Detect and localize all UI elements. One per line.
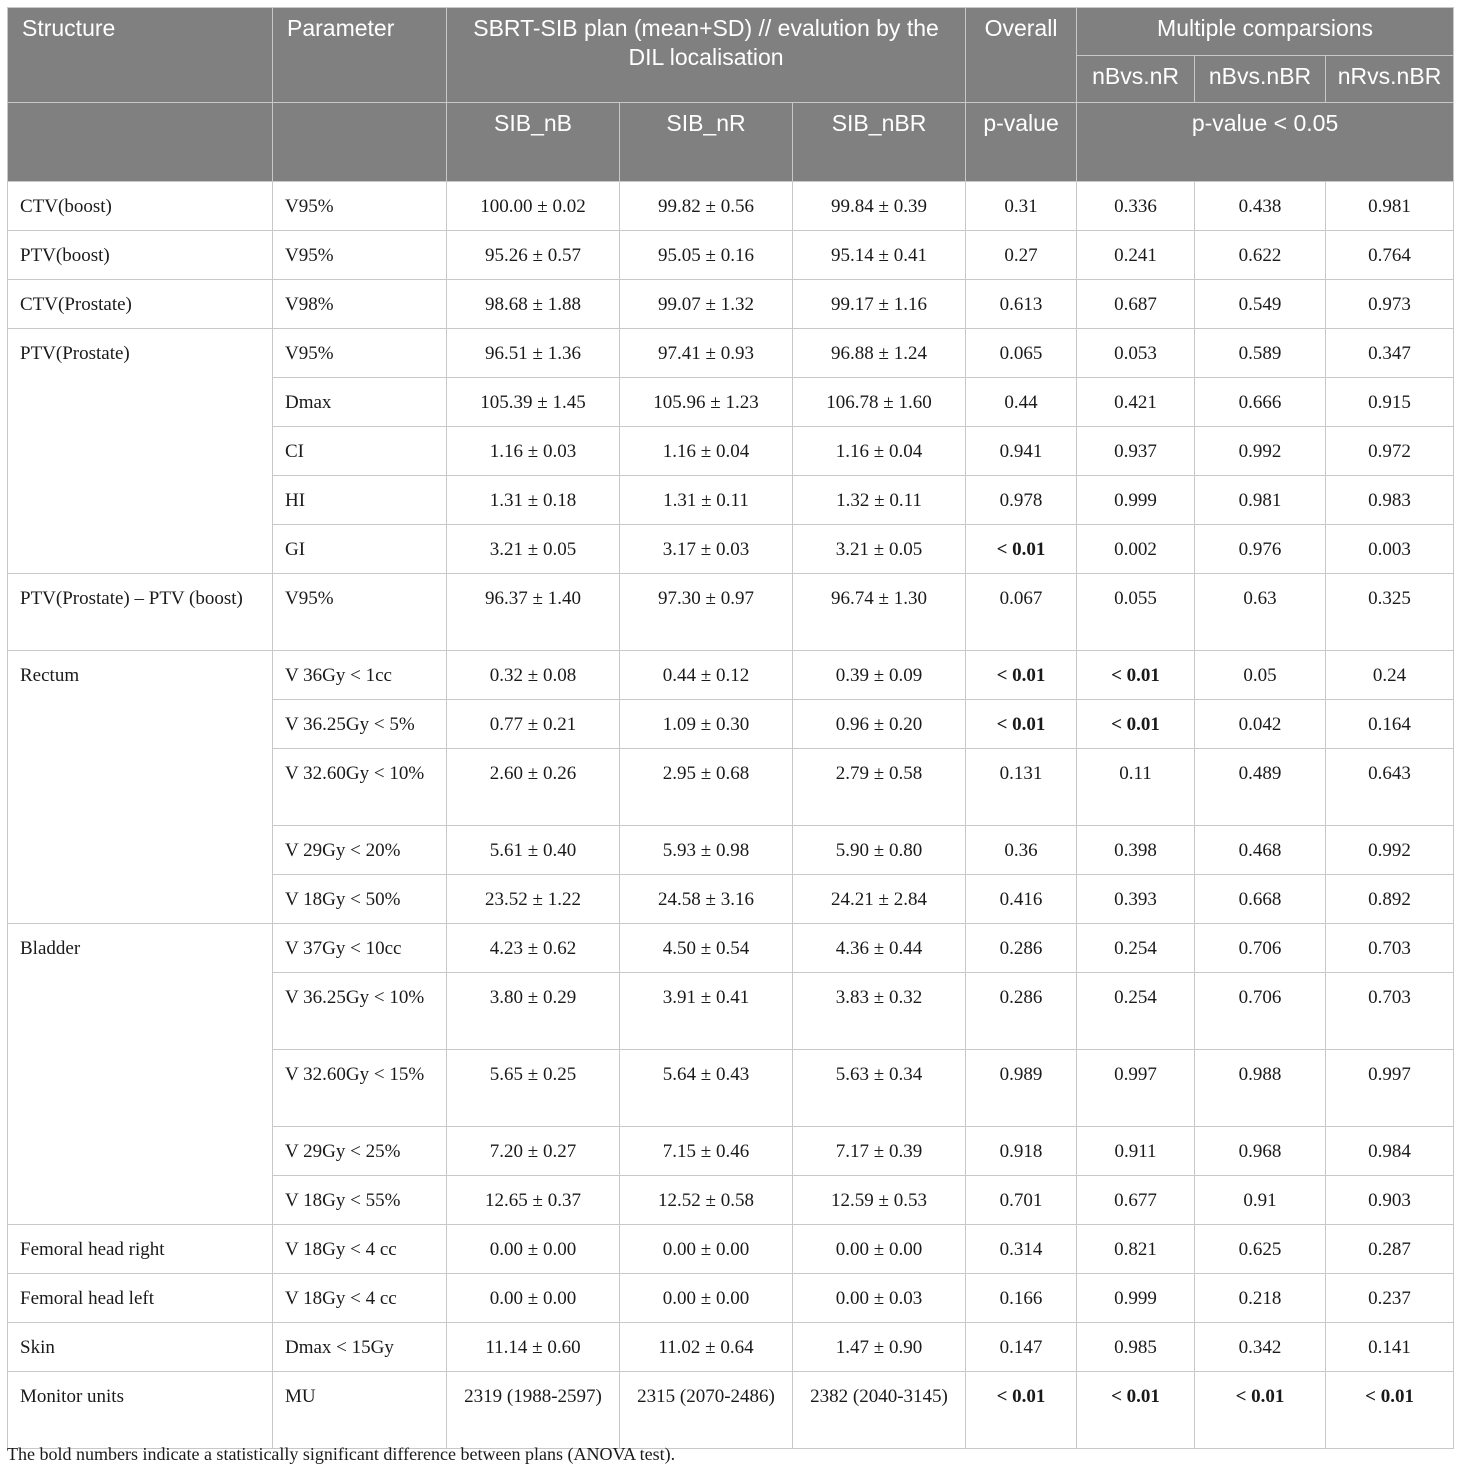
overall-cell: 0.147 [966, 1323, 1077, 1372]
sib-nb-cell: 2.60 ± 0.26 [447, 749, 620, 826]
sib-nbr-cell: 2382 (2040-3145) [793, 1372, 966, 1449]
parameter-cell: V 18Gy < 50% [273, 875, 447, 924]
header-multiple-comparisons: Multiple comparsions [1077, 8, 1454, 56]
comp-nb-nr-cell: 0.985 [1077, 1323, 1195, 1372]
sib-nb-cell: 4.23 ± 0.62 [447, 924, 620, 973]
comp-nb-nr-cell: 0.821 [1077, 1225, 1195, 1274]
sib-nb-cell: 3.80 ± 0.29 [447, 973, 620, 1050]
comp-nb-nr-cell: 0.911 [1077, 1127, 1195, 1176]
comp-nr-nbr-cell: 0.903 [1326, 1176, 1454, 1225]
comp-nb-nbr-cell: 0.968 [1195, 1127, 1326, 1176]
sib-nr-cell: 3.91 ± 0.41 [620, 973, 793, 1050]
comp-nb-nbr-cell: 0.706 [1195, 924, 1326, 973]
comp-nb-nr-cell-significant: < 0.01 [1077, 700, 1195, 749]
comp-nb-nr-cell: 0.937 [1077, 427, 1195, 476]
comp-nb-nr-cell: 0.002 [1077, 525, 1195, 574]
sib-nbr-cell: 1.16 ± 0.04 [793, 427, 966, 476]
sib-nbr-cell: 0.96 ± 0.20 [793, 700, 966, 749]
table-footnote: The bold numbers indicate a statistically significant difference between plans (ANOVA test). [7, 1444, 676, 1464]
parameter-cell: V 18Gy < 4 cc [273, 1274, 447, 1323]
structure-cell: PTV(boost) [8, 231, 273, 280]
comp-nb-nbr-cell: 0.468 [1195, 826, 1326, 875]
structure-cell: PTV(Prostate) – PTV (boost) [8, 574, 273, 651]
table-row [8, 924, 1454, 973]
table-row [8, 1323, 1454, 1372]
sib-nbr-cell: 5.90 ± 0.80 [793, 826, 966, 875]
overall-cell: 0.989 [966, 1050, 1077, 1127]
sib-nr-cell: 1.16 ± 0.04 [620, 427, 793, 476]
sib-nr-cell: 1.31 ± 0.11 [620, 476, 793, 525]
parameter-cell: V95% [273, 574, 447, 651]
comp-nb-nbr-cell: 0.218 [1195, 1274, 1326, 1323]
sib-nbr-cell: 96.88 ± 1.24 [793, 329, 966, 378]
sib-nb-cell: 0.77 ± 0.21 [447, 700, 620, 749]
sib-nr-cell: 0.00 ± 0.00 [620, 1225, 793, 1274]
sib-nb-cell: 96.37 ± 1.40 [447, 574, 620, 651]
sib-nb-cell: 96.51 ± 1.36 [447, 329, 620, 378]
sib-nr-cell: 2.95 ± 0.68 [620, 749, 793, 826]
parameter-cell: V 18Gy < 4 cc [273, 1225, 447, 1274]
comp-nb-nbr-cell: 0.63 [1195, 574, 1326, 651]
comp-nr-nbr-cell: 0.347 [1326, 329, 1454, 378]
comp-nr-nbr-cell: 0.997 [1326, 1050, 1454, 1127]
sib-nb-cell: 0.00 ± 0.00 [447, 1225, 620, 1274]
header-overall: Overall [966, 8, 1077, 103]
sib-nbr-cell: 3.83 ± 0.32 [793, 973, 966, 1050]
comp-nr-nbr-cell: 0.981 [1326, 182, 1454, 231]
comp-nb-nr-cell: 0.999 [1077, 1274, 1195, 1323]
overall-cell: 0.31 [966, 182, 1077, 231]
sib-nb-cell: 12.65 ± 0.37 [447, 1176, 620, 1225]
overall-cell: 0.166 [966, 1274, 1077, 1323]
overall-cell-significant: < 0.01 [966, 525, 1077, 574]
sib-nb-cell: 23.52 ± 1.22 [447, 875, 620, 924]
overall-cell: 0.44 [966, 378, 1077, 427]
sib-nr-cell: 95.05 ± 0.16 [620, 231, 793, 280]
sib-nb-cell: 1.16 ± 0.03 [447, 427, 620, 476]
sib-nr-cell: 5.93 ± 0.98 [620, 826, 793, 875]
sib-nr-cell: 99.07 ± 1.32 [620, 280, 793, 329]
comp-nb-nbr-cell: 0.438 [1195, 182, 1326, 231]
comp-nr-nbr-cell: 0.915 [1326, 378, 1454, 427]
sib-nb-cell: 0.32 ± 0.08 [447, 651, 620, 700]
overall-cell: 0.416 [966, 875, 1077, 924]
overall-cell: 0.36 [966, 826, 1077, 875]
comp-nb-nr-cell-significant: < 0.01 [1077, 651, 1195, 700]
overall-cell: 0.941 [966, 427, 1077, 476]
overall-cell: 0.701 [966, 1176, 1077, 1225]
sib-nb-cell: 5.61 ± 0.40 [447, 826, 620, 875]
sib-nb-cell: 1.31 ± 0.18 [447, 476, 620, 525]
parameter-cell: V 18Gy < 55% [273, 1176, 447, 1225]
parameter-cell: V 29Gy < 20% [273, 826, 447, 875]
structure-cell: Monitor units [8, 1372, 273, 1449]
table-row [8, 182, 1454, 231]
table-body [8, 182, 1454, 1449]
parameter-cell: HI [273, 476, 447, 525]
sib-nr-cell: 4.50 ± 0.54 [620, 924, 793, 973]
comp-nb-nr-cell: 0.254 [1077, 924, 1195, 973]
comp-nb-nbr-cell-significant: < 0.01 [1195, 1372, 1326, 1449]
comp-nb-nbr-cell: 0.05 [1195, 651, 1326, 700]
structure-cell: Rectum [8, 651, 273, 924]
overall-cell: 0.286 [966, 973, 1077, 1050]
table-row [8, 329, 1454, 378]
parameter-cell: CI [273, 427, 447, 476]
comp-nr-nbr-cell: 0.983 [1326, 476, 1454, 525]
comp-nr-nbr-cell: 0.892 [1326, 875, 1454, 924]
comp-nb-nbr-cell: 0.992 [1195, 427, 1326, 476]
header-empty-structure [8, 103, 273, 182]
comp-nb-nbr-cell: 0.042 [1195, 700, 1326, 749]
overall-cell: 0.613 [966, 280, 1077, 329]
sib-nbr-cell: 95.14 ± 0.41 [793, 231, 966, 280]
sib-nb-cell: 3.21 ± 0.05 [447, 525, 620, 574]
comp-nr-nbr-cell: 0.003 [1326, 525, 1454, 574]
sib-nbr-cell: 5.63 ± 0.34 [793, 1050, 966, 1127]
header-sib-nbr: SIB_nBR [793, 103, 966, 182]
overall-cell: 0.286 [966, 924, 1077, 973]
comp-nb-nbr-cell: 0.622 [1195, 231, 1326, 280]
comp-nb-nbr-cell: 0.589 [1195, 329, 1326, 378]
table-row [8, 231, 1454, 280]
structure-cell: CTV(boost) [8, 182, 273, 231]
structure-cell: CTV(Prostate) [8, 280, 273, 329]
parameter-cell: GI [273, 525, 447, 574]
comp-nb-nr-cell: 0.677 [1077, 1176, 1195, 1225]
overall-cell: 0.065 [966, 329, 1077, 378]
header-p-value: p-value [966, 103, 1077, 182]
comp-nb-nr-cell: 0.398 [1077, 826, 1195, 875]
table-row [8, 1225, 1454, 1274]
structure-cell: PTV(Prostate) [8, 329, 273, 574]
header-plan-group: SBRT-SIB plan (mean+SD) // evalution by the DIL localisation [447, 8, 966, 103]
sib-nr-cell: 0.44 ± 0.12 [620, 651, 793, 700]
comp-nr-nbr-cell: 0.237 [1326, 1274, 1454, 1323]
comp-nb-nr-cell: 0.053 [1077, 329, 1195, 378]
sib-nr-cell: 3.17 ± 0.03 [620, 525, 793, 574]
comp-nr-nbr-cell: 0.703 [1326, 924, 1454, 973]
sib-nbr-cell: 24.21 ± 2.84 [793, 875, 966, 924]
sib-nbr-cell: 4.36 ± 0.44 [793, 924, 966, 973]
sib-nbr-cell: 3.21 ± 0.05 [793, 525, 966, 574]
comp-nr-nbr-cell: 0.164 [1326, 700, 1454, 749]
sib-nbr-cell: 1.47 ± 0.90 [793, 1323, 966, 1372]
comp-nr-nbr-cell: 0.325 [1326, 574, 1454, 651]
comp-nb-nbr-cell: 0.988 [1195, 1050, 1326, 1127]
header-empty-parameter [273, 103, 447, 182]
comp-nr-nbr-cell: 0.24 [1326, 651, 1454, 700]
overall-cell-significant: < 0.01 [966, 651, 1077, 700]
sib-nr-cell: 97.41 ± 0.93 [620, 329, 793, 378]
table-row [8, 651, 1454, 700]
header-structure: Structure [8, 8, 273, 103]
table-row [8, 280, 1454, 329]
comp-nb-nr-cell: 0.687 [1077, 280, 1195, 329]
parameter-cell: V98% [273, 280, 447, 329]
sib-nb-cell: 11.14 ± 0.60 [447, 1323, 620, 1372]
sib-nb-cell: 95.26 ± 0.57 [447, 231, 620, 280]
comp-nb-nr-cell-significant: < 0.01 [1077, 1372, 1195, 1449]
parameter-cell: V 37Gy < 10cc [273, 924, 447, 973]
comp-nr-nbr-cell: 0.287 [1326, 1225, 1454, 1274]
sib-nbr-cell: 0.00 ± 0.00 [793, 1225, 966, 1274]
parameter-cell: V95% [273, 182, 447, 231]
comp-nb-nr-cell: 0.421 [1077, 378, 1195, 427]
parameter-cell: V 29Gy < 25% [273, 1127, 447, 1176]
comp-nb-nr-cell: 0.055 [1077, 574, 1195, 651]
sib-nr-cell: 1.09 ± 0.30 [620, 700, 793, 749]
sib-nbr-cell: 2.79 ± 0.58 [793, 749, 966, 826]
overall-cell: 0.067 [966, 574, 1077, 651]
sib-nb-cell: 7.20 ± 0.27 [447, 1127, 620, 1176]
sib-nr-cell: 7.15 ± 0.46 [620, 1127, 793, 1176]
comp-nr-nbr-cell: 0.992 [1326, 826, 1454, 875]
sib-nr-cell: 99.82 ± 0.56 [620, 182, 793, 231]
sib-nbr-cell: 99.17 ± 1.16 [793, 280, 966, 329]
sib-nb-cell: 0.00 ± 0.00 [447, 1274, 620, 1323]
comp-nb-nr-cell: 0.999 [1077, 476, 1195, 525]
overall-cell: 0.314 [966, 1225, 1077, 1274]
sib-nr-cell: 12.52 ± 0.58 [620, 1176, 793, 1225]
comp-nb-nbr-cell: 0.625 [1195, 1225, 1326, 1274]
comp-nr-nbr-cell: 0.643 [1326, 749, 1454, 826]
sib-nb-cell: 100.00 ± 0.02 [447, 182, 620, 231]
sib-nr-cell: 97.30 ± 0.97 [620, 574, 793, 651]
parameter-cell: V 36Gy < 1cc [273, 651, 447, 700]
table-row [8, 574, 1454, 651]
sib-nbr-cell: 96.74 ± 1.30 [793, 574, 966, 651]
overall-cell-significant: < 0.01 [966, 700, 1077, 749]
comp-nb-nbr-cell: 0.976 [1195, 525, 1326, 574]
sib-nbr-cell: 0.39 ± 0.09 [793, 651, 966, 700]
header-comp-nr-nbr: nRvs.nBR [1326, 56, 1454, 103]
sib-nr-cell: 5.64 ± 0.43 [620, 1050, 793, 1127]
comp-nb-nr-cell: 0.254 [1077, 973, 1195, 1050]
sib-nb-cell: 105.39 ± 1.45 [447, 378, 620, 427]
header-comp-nb-nr: nBvs.nR [1077, 56, 1195, 103]
parameter-cell: Dmax [273, 378, 447, 427]
comp-nr-nbr-cell: 0.764 [1326, 231, 1454, 280]
overall-cell: 0.918 [966, 1127, 1077, 1176]
overall-cell: 0.27 [966, 231, 1077, 280]
comp-nb-nr-cell: 0.241 [1077, 231, 1195, 280]
structure-cell: Femoral head right [8, 1225, 273, 1274]
overall-cell: 0.978 [966, 476, 1077, 525]
comp-nb-nbr-cell: 0.91 [1195, 1176, 1326, 1225]
structure-cell: Femoral head left [8, 1274, 273, 1323]
header-comp-nb-nbr: nBvs.nBR [1195, 56, 1326, 103]
sib-nbr-cell: 0.00 ± 0.03 [793, 1274, 966, 1323]
sib-nbr-cell: 1.32 ± 0.11 [793, 476, 966, 525]
parameter-cell: MU [273, 1372, 447, 1449]
parameter-cell: V 32.60Gy < 15% [273, 1050, 447, 1127]
overall-cell-significant: < 0.01 [966, 1372, 1077, 1449]
structure-cell: Bladder [8, 924, 273, 1225]
sib-nbr-cell: 106.78 ± 1.60 [793, 378, 966, 427]
table-header [8, 8, 1454, 182]
comp-nr-nbr-cell: 0.984 [1326, 1127, 1454, 1176]
sib-nb-cell: 5.65 ± 0.25 [447, 1050, 620, 1127]
comp-nr-nbr-cell: 0.972 [1326, 427, 1454, 476]
results-table [7, 7, 1454, 1449]
sib-nr-cell: 105.96 ± 1.23 [620, 378, 793, 427]
parameter-cell: V 32.60Gy < 10% [273, 749, 447, 826]
sib-nr-cell: 24.58 ± 3.16 [620, 875, 793, 924]
sib-nr-cell: 0.00 ± 0.00 [620, 1274, 793, 1323]
parameter-cell: Dmax < 15Gy [273, 1323, 447, 1372]
table-row [8, 1372, 1454, 1449]
table-row [8, 1274, 1454, 1323]
comp-nb-nr-cell: 0.11 [1077, 749, 1195, 826]
comp-nb-nbr-cell: 0.706 [1195, 973, 1326, 1050]
sib-nb-cell: 98.68 ± 1.88 [447, 280, 620, 329]
comp-nb-nr-cell: 0.997 [1077, 1050, 1195, 1127]
comp-nb-nr-cell: 0.393 [1077, 875, 1195, 924]
sib-nbr-cell: 7.17 ± 0.39 [793, 1127, 966, 1176]
parameter-cell: V 36.25Gy < 5% [273, 700, 447, 749]
comp-nr-nbr-cell: 0.141 [1326, 1323, 1454, 1372]
header-p-value-sig: p-value < 0.05 [1077, 103, 1454, 182]
sib-nr-cell: 2315 (2070-2486) [620, 1372, 793, 1449]
comp-nb-nbr-cell: 0.981 [1195, 476, 1326, 525]
sib-nr-cell: 11.02 ± 0.64 [620, 1323, 793, 1372]
parameter-cell: V 36.25Gy < 10% [273, 973, 447, 1050]
sib-nbr-cell: 99.84 ± 0.39 [793, 182, 966, 231]
comp-nr-nbr-cell-significant: < 0.01 [1326, 1372, 1454, 1449]
header-parameter: Parameter [273, 8, 447, 103]
comp-nb-nbr-cell: 0.549 [1195, 280, 1326, 329]
header-sib-nr: SIB_nR [620, 103, 793, 182]
comp-nb-nbr-cell: 0.668 [1195, 875, 1326, 924]
comp-nb-nbr-cell: 0.489 [1195, 749, 1326, 826]
comp-nb-nr-cell: 0.336 [1077, 182, 1195, 231]
comp-nb-nbr-cell: 0.342 [1195, 1323, 1326, 1372]
overall-cell: 0.131 [966, 749, 1077, 826]
comp-nr-nbr-cell: 0.703 [1326, 973, 1454, 1050]
sib-nbr-cell: 12.59 ± 0.53 [793, 1176, 966, 1225]
sib-nb-cell: 2319 (1988-2597) [447, 1372, 620, 1449]
structure-cell: Skin [8, 1323, 273, 1372]
comp-nr-nbr-cell: 0.973 [1326, 280, 1454, 329]
parameter-cell: V95% [273, 231, 447, 280]
parameter-cell: V95% [273, 329, 447, 378]
header-sib-nb: SIB_nB [447, 103, 620, 182]
comp-nb-nbr-cell: 0.666 [1195, 378, 1326, 427]
